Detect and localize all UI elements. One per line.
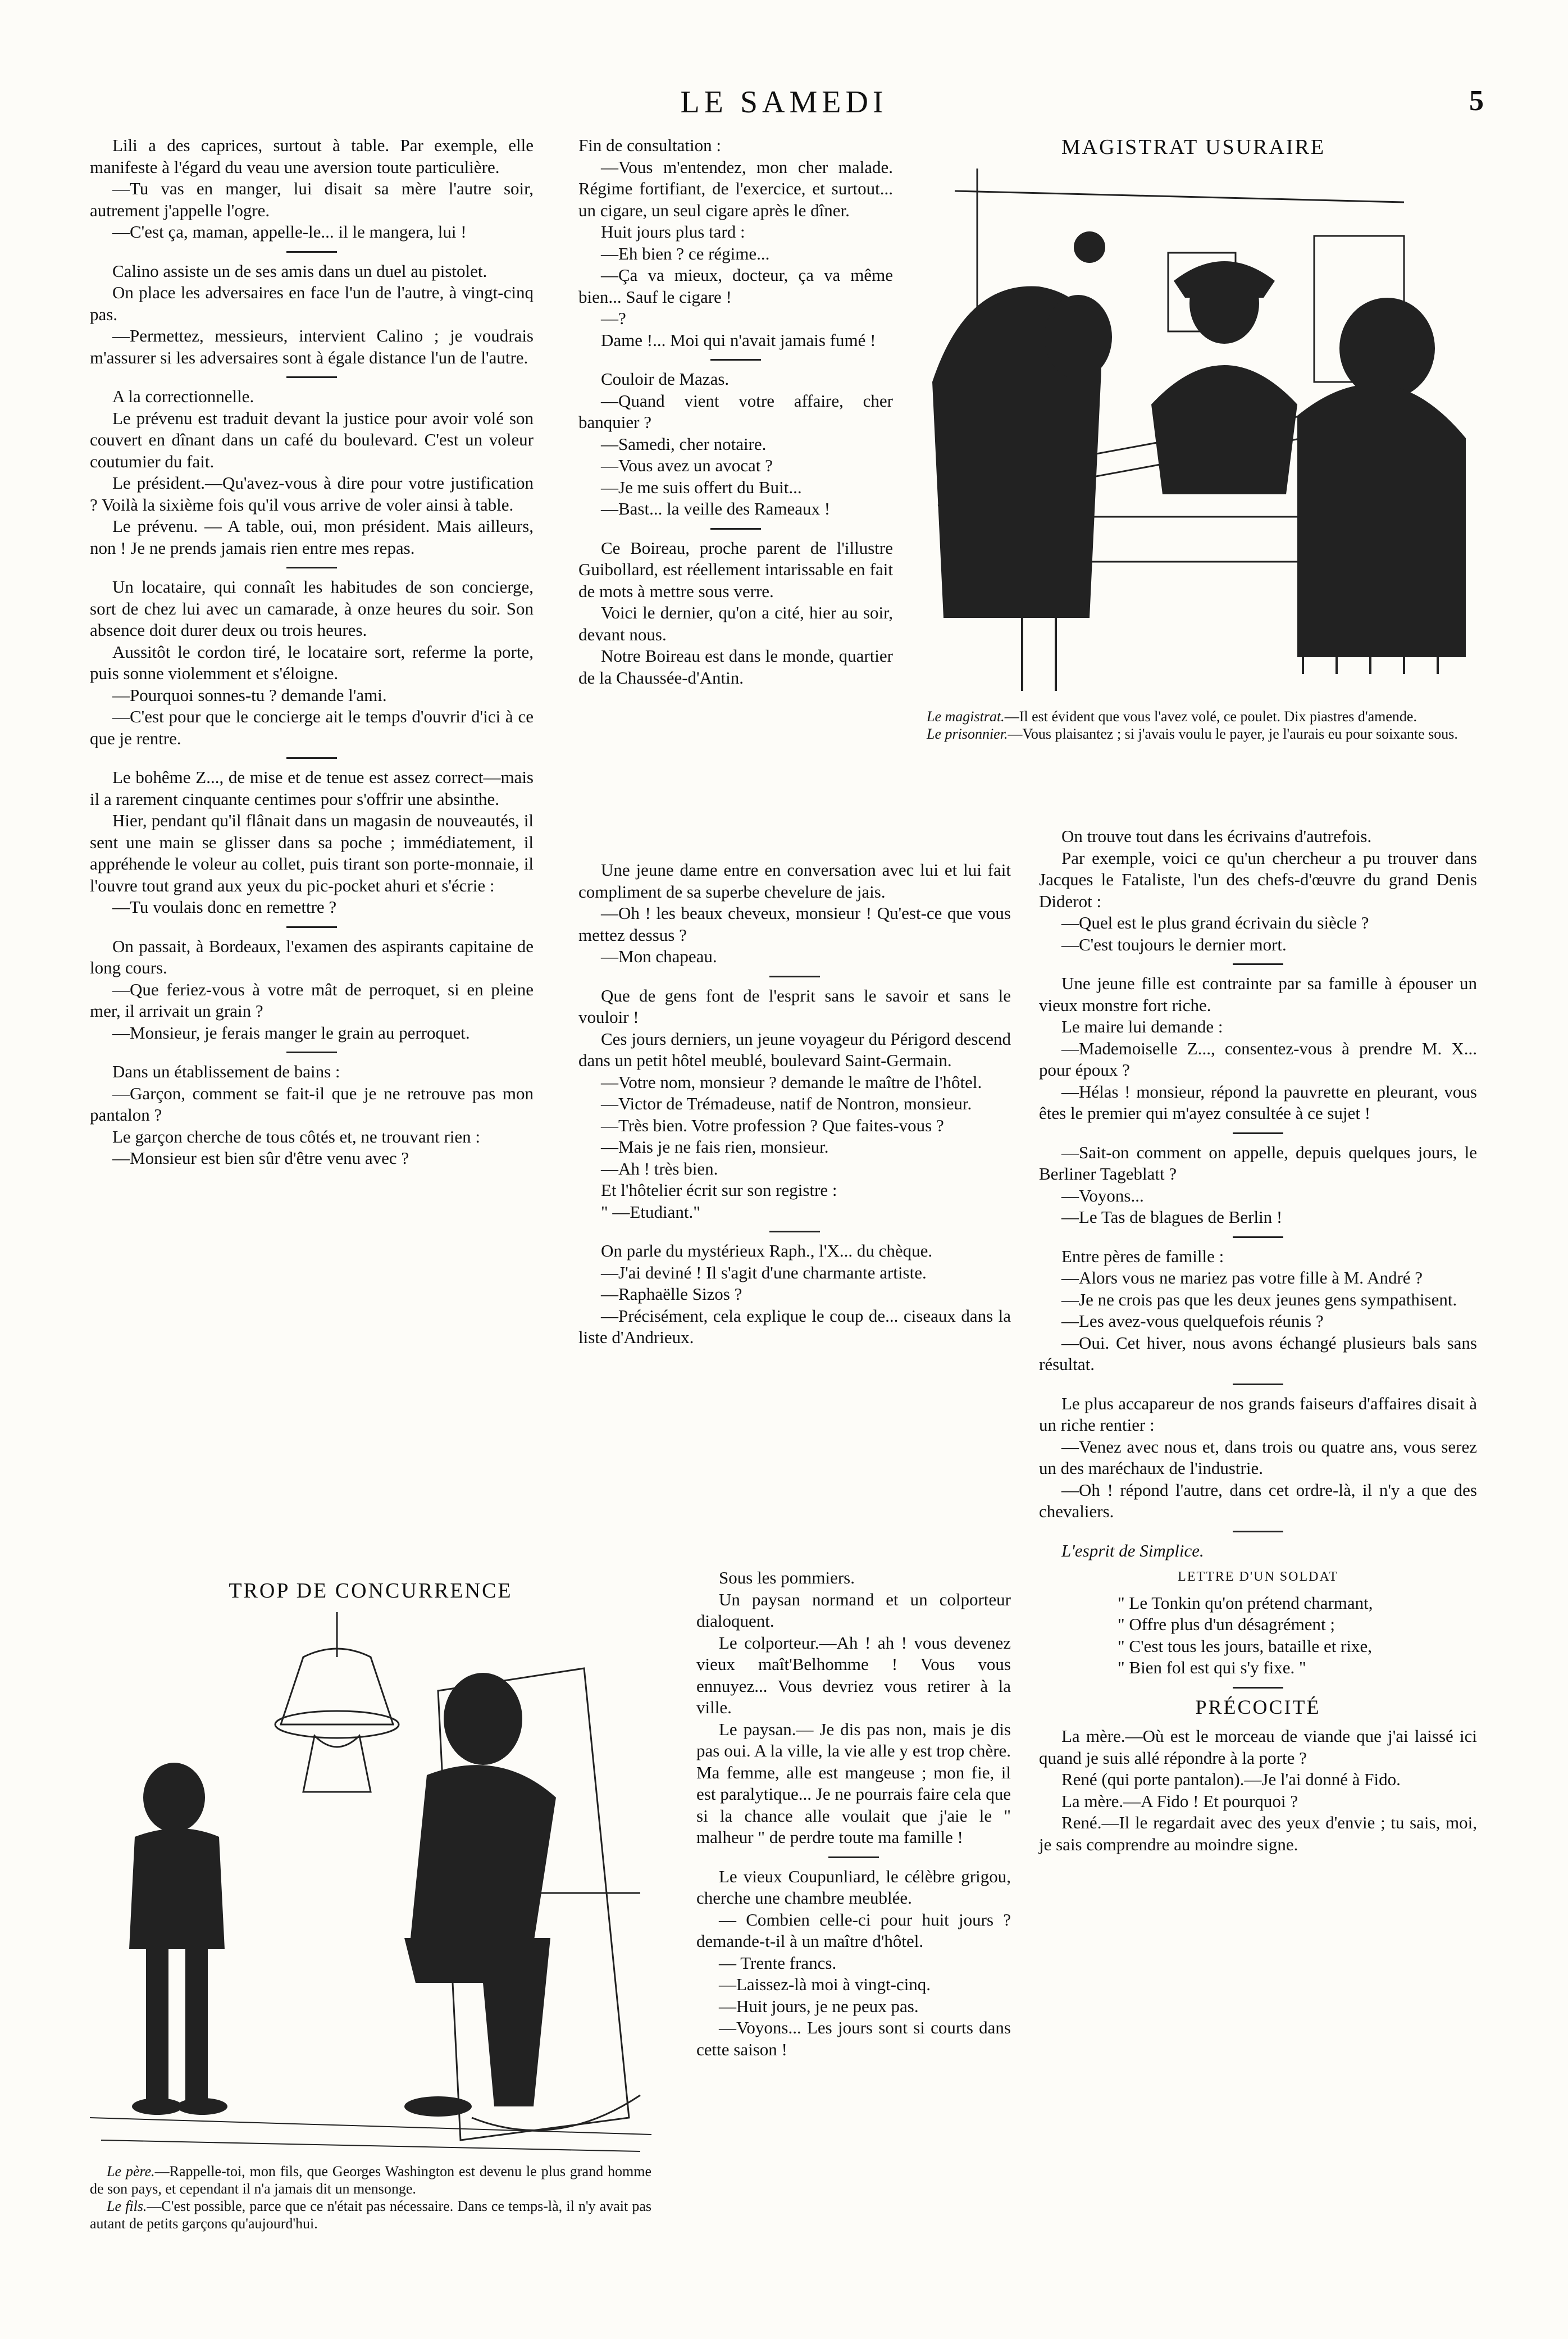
paragraph: " Le Tonkin qu'on prétend charmant, <box>1118 1592 1373 1613</box>
section-separator <box>286 251 337 253</box>
caption-speaker: Le père. <box>107 2163 155 2179</box>
paragraph: Ces jours derniers, un jeune voyageur du Périgord descend dans un petit hôtel meublé, boulevard Saint-Germain. <box>578 1029 1011 1070</box>
paragraph: On parle du mystérieux Raph., l'X... du chèque. <box>601 1241 933 1260</box>
paragraph: —J'ai deviné ! Il s'agit d'une charmante artiste. <box>601 1262 927 1282</box>
paragraph: —Oui. Cet hiver, nous avons échangé plusieurs bals sans résultat. <box>1039 1332 1477 1374</box>
paragraph: " Bien fol est qui s'y fixe. " <box>1118 1658 1306 1677</box>
paragraph: Le garçon cherche de tous côtés et, ne trouvant rien : <box>112 1126 481 1146</box>
paragraph: — Combien celle-ci pour huit jours ? demande-t-il à un maître d'hôtel. <box>696 1909 1011 1951</box>
newspaper-title: LE SAMEDI <box>680 85 888 120</box>
paragraph: —Je me suis offert du Buit... <box>601 477 802 497</box>
paragraph: —Victor de Trémadeuse, natif de Nontron, monsieur. <box>601 1094 972 1113</box>
page-number: 5 <box>1469 85 1484 117</box>
section-separator <box>1233 1384 1283 1385</box>
section-separator <box>1233 1531 1283 1532</box>
paragraph: —Mademoiselle Z..., consentez-vous à prendre M. X... pour époux ? <box>1039 1038 1477 1080</box>
paragraph: On trouve tout dans les écrivains d'autrefois. <box>1061 826 1372 846</box>
paragraph: " C'est tous les jours, bataille et rixe, <box>1118 1636 1373 1656</box>
paragraph: Le prévenu est traduit devant la justice pour avoir volé son couvert en dînant dans un café du boulevard. C'est un voleur coutumier du fait. <box>90 408 534 471</box>
caption-text: —Il est évident que vous l'avez volé, ce poulet. Dix piastres d'amende. <box>1004 708 1417 725</box>
paragraph: —Précisément, cela explique le coup de... ciseaux dans la liste d'Andrieux. <box>578 1305 1011 1347</box>
section-separator <box>286 376 337 378</box>
paragraph: Le maire lui demande : <box>1061 1017 1223 1036</box>
section-separator <box>828 1856 879 1858</box>
paragraph: Hier, pendant qu'il flânait dans un magasin de nouveautés, il sent une main se glisser dans sa poche ; immédiatement, il appréhende le voleur au collet, puis tirant son porte-monnaie, il l'ouvre tout grand aux yeux du pic-pocket ahuri et s'écrie : <box>90 811 534 895</box>
paragraph: Huit jours plus tard : <box>601 222 745 242</box>
caption-magistrat <box>910 708 1477 743</box>
page-header <box>0 84 1568 129</box>
paragraph: —Le Tas de blagues de Berlin ! <box>1061 1207 1283 1227</box>
paragraph: Et l'hôtelier écrit sur son registre : <box>601 1180 837 1200</box>
paragraph: Le président.—Qu'avez-vous à dire pour votre justification ? Voilà la sixième fois qu'il vous arrive de voler ainsi à table. <box>90 473 534 515</box>
paragraph: Aussitôt le cordon tiré, le locataire sort, referme la porte, puis sonne violemment et s'éloigne. <box>90 641 534 683</box>
paragraph: Ce Boireau, proche parent de l'illustre Guibollard, est réellement intarissable en fait de mots à mettre sous verre. <box>578 538 893 601</box>
paragraph: —Vous m'entendez, mon cher malade. Régime fortifiant, de l'exercice, et surtout... un cigare, un seul cigare après le dîner. <box>578 157 893 220</box>
paragraph: Un paysan normand et un colporteur dialoquent. <box>696 1589 1011 1631</box>
paragraph: PRÉCOCITÉ <box>1195 1695 1321 1718</box>
paragraph: " —Etudiant." <box>601 1202 700 1222</box>
paragraph: —Voyons... <box>1061 1185 1144 1205</box>
paragraph: —Oh ! les beaux cheveux, monsieur ! Qu'est-ce que vous mettez dessus ? <box>578 903 1011 945</box>
paragraph: LETTRE D'UN SOLDAT <box>1178 1569 1338 1584</box>
section-separator <box>710 359 761 361</box>
paragraph: Le vieux Coupunliard, le célèbre grigou, cherche une chambre meublée. <box>696 1866 1011 1908</box>
section-separator <box>769 976 820 977</box>
paragraph: Lili a des caprices, surtout à table. Par exemple, elle manifeste à l'égard du veau une aversion toute particulière. <box>90 135 534 177</box>
paragraph: Entre pères de famille : <box>1061 1246 1224 1266</box>
caption-text: —Vous plaisantez ; si j'avais voulu le payer, je l'aurais eu pour soixante sous. <box>1008 726 1458 742</box>
caption-speaker: Le fils. <box>107 2198 147 2214</box>
paragraph: Le prévenu. — A table, oui, mon président. Mais ailleurs, non ! Je ne prends jamais rien entre mes repas. <box>90 516 534 558</box>
paragraph: —Mon chapeau. <box>601 946 717 966</box>
paragraph: La mère.—Où est le morceau de viande que j'ai laissé ici quand je suis allé répondre à la porte ? <box>1039 1726 1477 1768</box>
paragraph: Une jeune fille est contrainte par sa famille à épouser un vieux monstre fort riche. <box>1039 973 1477 1015</box>
paragraph: —Mais je ne fais rien, monsieur. <box>601 1137 829 1157</box>
paragraph: On place les adversaires en face l'un de l'autre, à vingt-cinq pas. <box>90 283 534 324</box>
paragraph: —Ah ! très bien. <box>601 1158 718 1178</box>
section-separator <box>769 1231 820 1232</box>
paragraph: Le colporteur.—Ah ! ah ! vous devenez vieux maît'Belhomme ! Vous vous ennuyez... Vous devriez vous retirer à la ville. <box>696 1632 1011 1717</box>
paragraph: —Raphaëlle Sizos ? <box>601 1284 742 1304</box>
paragraph: —Les avez-vous quelquefois réunis ? <box>1061 1311 1324 1331</box>
paragraph: —Venez avec nous et, dans trois ou quatre ans, vous serez un des maréchaux de l'industrie. <box>1039 1436 1477 1478</box>
paragraph: —Monsieur, je ferais manger le grain au perroquet. <box>112 1022 470 1043</box>
paragraph: Dame !... Moi qui n'avait jamais fumé ! <box>601 330 876 350</box>
illustration-magistrat-usuraire <box>910 169 1477 702</box>
section-separator <box>710 528 761 530</box>
caption-speaker: Le prisonnier. <box>927 726 1008 742</box>
paragraph: —Bast... la veille des Rameaux ! <box>601 499 831 518</box>
illustration-trop-de-concurrence <box>90 1612 651 2157</box>
caption-text: —C'est possible, parce que ce n'était pas nécessaire. Dans ce temps-là, il n'y avait pas autant de petits garçons qu'aujourd'hui. <box>90 2198 651 2232</box>
paragraph: Voici le dernier, qu'on a cité, hier au soir, devant nous. <box>578 603 893 644</box>
paragraph: Fin de consultation : <box>578 135 722 155</box>
paragraph: —Voyons... Les jours sont si courts dans cette saison ! <box>696 2018 1011 2059</box>
paragraph: —Permettez, messieurs, intervient Calino ; je voudrais m'assurer si les adversaires sont à égale distance l'un de l'autre. <box>90 326 534 367</box>
paragraph: —Hélas ! monsieur, répond la pauvrette en pleurant, vous êtes le premier qui m'ayez consultée à ce sujet ! <box>1039 1081 1477 1123</box>
paragraph: La mère.—A Fido ! Et pourquoi ? <box>1061 1791 1298 1811</box>
paragraph: —Alors vous ne mariez pas votre fille à M. André ? <box>1061 1268 1423 1287</box>
paragraph: Dans un établissement de bains : <box>112 1062 340 1081</box>
column-2-top <box>578 135 893 689</box>
paragraph: Le bohême Z..., de mise et de tenue est assez correct—mais il a rarement cinquante centimes pour s'offrir une absinthe. <box>90 767 534 809</box>
paragraph: —Ça va mieux, docteur, ça va même bien... Sauf le cigare ! <box>578 265 893 307</box>
paragraph: René (qui porte pantalon).—Je l'ai donné à Fido. <box>1061 1769 1401 1789</box>
paragraph: —Eh bien ? ce régime... <box>601 243 770 263</box>
column-3 <box>1039 826 1477 1855</box>
paragraph: —Vous avez un avocat ? <box>601 456 773 475</box>
paragraph: Couloir de Mazas. <box>601 369 730 389</box>
paragraph: —Que feriez-vous à votre mât de perroquet, si en pleine mer, il arrivait un grain ? <box>90 979 534 1021</box>
paragraph: —Oh ! répond l'autre, dans cet ordre-là, il n'y a que des chevaliers. <box>1039 1480 1477 1521</box>
paragraph: — Trente francs. <box>719 1953 837 1973</box>
section-separator <box>286 1052 337 1053</box>
column-1 <box>90 135 534 1170</box>
paragraph: Une jeune dame entre en conversation avec lui et lui fait compliment de sa superbe chevelure de jais. <box>578 860 1011 902</box>
paragraph: —Pourquoi sonnes-tu ? demande l'ami. <box>112 685 387 705</box>
paragraph: L'esprit de Simplice. <box>1061 1540 1204 1560</box>
paragraph: —Garçon, comment se fait-il que je ne retrouve pas mon pantalon ? <box>90 1083 534 1125</box>
paragraph: René.—Il le regardait avec des yeux d'envie ; tu sais, moi, je sais comprendre au moindre signe. <box>1039 1813 1477 1854</box>
paragraph: Un locataire, qui connaît les habitudes de son concierge, sort de chez lui avec un camarade, à onze heures du soir. Son absence doit durer deux ou trois heures. <box>90 577 534 640</box>
paragraph: —Quel est le plus grand écrivain du siècle ? <box>1061 913 1369 932</box>
section-separator <box>286 567 337 568</box>
illustration-title-concurrence: TROP DE CONCURRENCE <box>229 1579 513 1603</box>
caption-speaker: Le magistrat. <box>927 708 1005 725</box>
paragraph: —C'est ça, maman, appelle-le... il le mangera, lui ! <box>112 222 467 242</box>
section-separator <box>286 926 337 928</box>
paragraph: On passait, à Bordeaux, l'examen des aspirants capitaine de long cours. <box>90 936 534 977</box>
paragraph: —Huit jours, je ne peux pas. <box>719 1996 919 2016</box>
paragraph: Par exemple, voici ce qu'un chercheur a pu trouver dans Jacques le Fataliste, l'un des chefs-d'œuvre du grand Denis Diderot : <box>1039 848 1477 911</box>
paragraph: Que de gens font de l'esprit sans le savoir et sans le vouloir ! <box>578 985 1011 1027</box>
paragraph: —Tu vas en manger, lui disait sa mère l'autre soir, autrement j'appelle l'ogre. <box>90 179 534 220</box>
paragraph: —Votre nom, monsieur ? demande le maître de l'hôtel. <box>601 1072 982 1092</box>
column-2-middle <box>578 859 1011 1349</box>
paragraph: Sous les pommiers. <box>719 1568 855 1587</box>
paragraph: " Offre plus d'un désagrément ; <box>1118 1614 1335 1634</box>
paragraph: —Je ne crois pas que les deux jeunes gens sympathisent. <box>1061 1289 1457 1309</box>
caption-concurrence <box>90 2163 651 2232</box>
paragraph: —C'est pour que le concierge ait le temps d'ouvrir d'ici à ce que je rentre. <box>90 707 534 748</box>
paragraph: —Tu voulais donc en remettre ? <box>112 897 337 917</box>
paragraph: —? <box>601 308 626 328</box>
section-separator <box>1233 1132 1283 1134</box>
paragraph: —Laissez-là moi à vingt-cinq. <box>719 1974 931 1994</box>
illustration-title-magistrat: MAGISTRAT USURAIRE <box>1061 135 1326 159</box>
column-2-bottom <box>696 1567 1011 2060</box>
paragraph: —Quand vient votre affaire, cher banquier ? <box>578 390 893 432</box>
paragraph: —Monsieur est bien sûr d'être venu avec ? <box>112 1148 409 1168</box>
paragraph: Le paysan.— Je dis pas non, mais je dis pas oui. A la ville, la vie alle y est trop chère. Ma femme, alle est mangeuse ; mon fie, il est paralytique... Je ne pourrais faire cela que si la chance alle voulait que j'aie le " malheur " de perdre toute ma famille ! <box>696 1719 1011 1847</box>
section-separator <box>1233 1687 1283 1689</box>
paragraph: —Très bien. Votre profession ? Que faites-vous ? <box>601 1115 944 1135</box>
section-separator <box>1233 1236 1283 1238</box>
paragraph: —C'est toujours le dernier mort. <box>1061 934 1287 954</box>
paragraph: Calino assiste un de ses amis dans un duel au pistolet. <box>112 261 487 281</box>
caption-text: —Rappelle-toi, mon fils, que Georges Washington est devenu le plus grand homme de son pays, et cependant il n'a jamais dit un mensonge. <box>90 2163 651 2197</box>
paragraph: —Sait-on comment on appelle, depuis quelques jours, le Berliner Tageblatt ? <box>1039 1142 1477 1184</box>
section-separator <box>1233 963 1283 965</box>
paragraph: A la correctionnelle. <box>112 386 254 406</box>
paragraph: —Samedi, cher notaire. <box>601 434 767 454</box>
section-separator <box>286 757 337 759</box>
paragraph: Le plus accapareur de nos grands faiseurs d'affaires disait à un riche rentier : <box>1039 1393 1477 1435</box>
paragraph: Notre Boireau est dans le monde, quartier de la Chaussée-d'Antin. <box>578 646 893 688</box>
